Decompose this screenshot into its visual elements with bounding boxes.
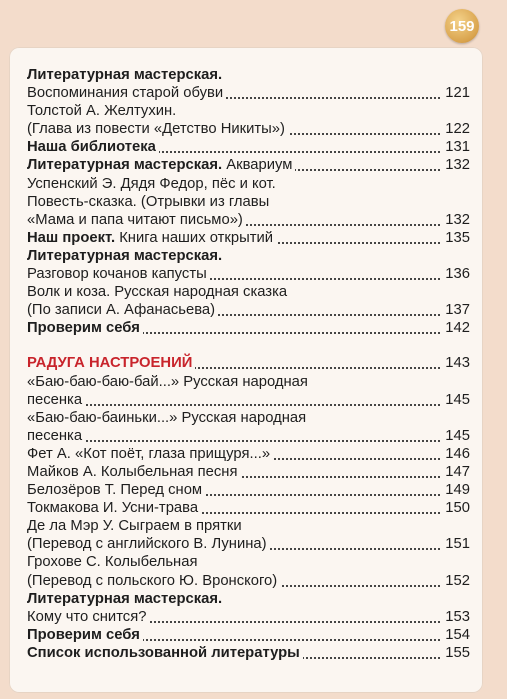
- toc-entry-bold: Проверим себя: [27, 320, 140, 337]
- toc-entry-title: [27, 139, 159, 155]
- toc-page-number: 151: [442, 535, 470, 553]
- toc-entry-title: [27, 67, 225, 83]
- toc-entry-title: [27, 609, 149, 625]
- toc-entry-title: [27, 320, 143, 336]
- toc-entry-bold: Список использованной литературы: [27, 644, 300, 661]
- toc-entry-bold: Литературная мастерская.: [27, 247, 223, 264]
- toc-entry: [27, 138, 470, 156]
- toc-page-number: 132: [442, 156, 470, 174]
- toc-entry: [27, 120, 470, 138]
- toc-entry-title: [27, 284, 290, 300]
- toc-entry-title: [27, 554, 200, 570]
- toc-entry: [27, 499, 470, 517]
- toc-entry: [27, 608, 470, 626]
- toc-page-number: 132: [442, 211, 470, 229]
- toc-entry: [27, 229, 470, 247]
- toc-page-number: 121: [442, 84, 470, 102]
- toc-page-number: 149: [442, 481, 470, 499]
- table-of-contents: [9, 47, 483, 693]
- toc-entry-text: «Мама и папа читают письмо»): [27, 211, 243, 228]
- toc-entry-title: [27, 302, 218, 318]
- toc-entry-text: Белозёров Т. Перед сном: [27, 482, 203, 499]
- toc-entry: [27, 373, 470, 391]
- toc-entry-text: Грохове С. Колыбельная: [27, 554, 198, 571]
- page-number-badge: 159: [445, 9, 479, 43]
- toc-page-number: 150: [442, 499, 470, 517]
- toc-entry-title: [27, 500, 201, 516]
- toc-entry-text: Книга наших открытий: [115, 229, 274, 246]
- toc-page-number: 142: [442, 319, 470, 337]
- toc-entry-title: [27, 85, 226, 101]
- toc-entry-text: Аквариум: [222, 157, 293, 174]
- toc-entry-title: [27, 573, 280, 589]
- toc-entry-text: песенка: [27, 427, 83, 444]
- toc-entry-bold: Литературная мастерская.: [27, 67, 223, 83]
- toc-entry-title: [27, 645, 303, 661]
- toc-entry: [27, 427, 470, 445]
- toc-entry: [27, 265, 470, 283]
- toc-entry-title: [27, 428, 85, 444]
- toc-entry: [27, 409, 470, 427]
- toc-entry: [27, 590, 470, 608]
- toc-entry: [27, 644, 470, 662]
- toc-page-number: 152: [442, 572, 470, 590]
- toc-entry-bold: Наша библиотека: [27, 139, 156, 156]
- toc-entry-title: [27, 446, 273, 462]
- toc-entry-title: [27, 194, 272, 210]
- toc-entry: [27, 626, 470, 644]
- toc-entry-text: Воспоминания старой обуви: [27, 85, 224, 102]
- toc-entry-title: [27, 157, 295, 173]
- toc-entry: [27, 301, 470, 319]
- toc-entry-text: (Глава из повести «Детство Никиты»): [27, 121, 285, 138]
- toc-entry: [27, 517, 470, 535]
- toc-page-number: 137: [442, 301, 470, 319]
- toc-entry-text: Де ла Мэр У. Сыграем в прятки: [27, 518, 242, 535]
- toc-entry-title: [27, 536, 270, 552]
- toc-entry-title: [27, 266, 210, 282]
- toc-entry: [27, 481, 470, 499]
- toc-page-number: 155: [442, 644, 470, 662]
- toc-entry-bold: Литературная мастерская.: [27, 590, 223, 607]
- toc-entry-text: (По записи А. Афанасьева): [27, 302, 216, 319]
- toc-page-number: 154: [442, 626, 470, 644]
- section-heading: РАДУГА НАСТРОЕНИЙ: [27, 355, 193, 372]
- toc-entry-text: Повесть-сказка. (Отрывки из главы: [27, 193, 270, 210]
- toc-entry: [27, 175, 470, 193]
- toc-entry-title: [27, 518, 245, 534]
- toc-entry-title: [27, 248, 225, 264]
- toc-entry-title: [27, 591, 225, 607]
- toc-entry-text: Кому что снится?: [27, 608, 147, 625]
- toc-entry: [27, 553, 470, 571]
- toc-entry: [27, 391, 470, 409]
- toc-page-number: 135: [442, 229, 470, 247]
- toc-entry: [27, 354, 470, 372]
- toc-entry: [27, 535, 470, 553]
- toc-entry-text: Волк и коза. Русская народная сказка: [27, 284, 288, 301]
- toc-entry-bold: Проверим себя: [27, 626, 140, 643]
- toc-entry-title: [27, 103, 179, 119]
- toc-page-number: 146: [442, 445, 470, 463]
- toc-list: [27, 66, 470, 662]
- toc-entry: [27, 319, 470, 337]
- toc-entry-text: Успенский Э. Дядя Федор, пёс и кот.: [27, 175, 276, 192]
- toc-entry-text: Фет А. «Кот поёт, глаза прищуря...»: [27, 445, 271, 462]
- toc-page-number: 145: [442, 427, 470, 445]
- toc-entry-bold: Литературная мастерская.: [27, 157, 223, 174]
- toc-entry-text: песенка: [27, 391, 83, 408]
- toc-entry-title: [27, 230, 276, 246]
- toc-entry: [27, 156, 470, 174]
- toc-entry: [27, 66, 470, 84]
- toc-entry: [27, 211, 470, 229]
- toc-entry: [27, 84, 470, 102]
- toc-page-number: 136: [442, 265, 470, 283]
- toc-entry-title: [27, 392, 85, 408]
- toc-entry-title: [27, 464, 240, 480]
- toc-entry-text: «Баю-баю-баю-бай...» Русская народная: [27, 373, 308, 390]
- toc-entry-title: [27, 212, 246, 228]
- toc-entry-text: Токмакова И. Усни-трава: [27, 500, 199, 517]
- toc-entry-text: Толстой А. Желтухин.: [27, 103, 177, 120]
- toc-entry-title: [27, 410, 309, 426]
- toc-entry: [27, 463, 470, 481]
- toc-entry: [27, 193, 470, 211]
- toc-entry-title: [27, 176, 279, 192]
- toc-entry: [27, 572, 470, 590]
- toc-entry: [27, 247, 470, 265]
- toc-page-number: 153: [442, 608, 470, 626]
- toc-entry: [27, 445, 470, 463]
- toc-entry-text: «Баю-баю-баиньки...» Русская народная: [27, 409, 307, 426]
- toc-entry-text: (Перевод с английского В. Лунина): [27, 536, 267, 553]
- toc-entry-title: [27, 355, 195, 371]
- toc-entry-text: Майков А. Колыбельная песня: [27, 463, 238, 480]
- toc-page-number: 145: [442, 391, 470, 409]
- toc-entry-title: [27, 627, 143, 643]
- toc-page-number: 147: [442, 463, 470, 481]
- toc-entry-title: [27, 374, 311, 390]
- toc-entry-title: [27, 482, 205, 498]
- toc-page-number: 143: [442, 354, 470, 372]
- toc-entry-bold: Наш проект.: [27, 229, 116, 246]
- toc-entry-title: [27, 121, 288, 137]
- toc-entry: [27, 283, 470, 301]
- toc-entry: [27, 102, 470, 120]
- toc-page-number: 122: [442, 120, 470, 138]
- toc-entry-text: (Перевод с польского Ю. Вронского): [27, 572, 278, 589]
- toc-page-number: 131: [442, 138, 470, 156]
- toc-entry-text: Разговор кочанов капусты: [27, 266, 207, 283]
